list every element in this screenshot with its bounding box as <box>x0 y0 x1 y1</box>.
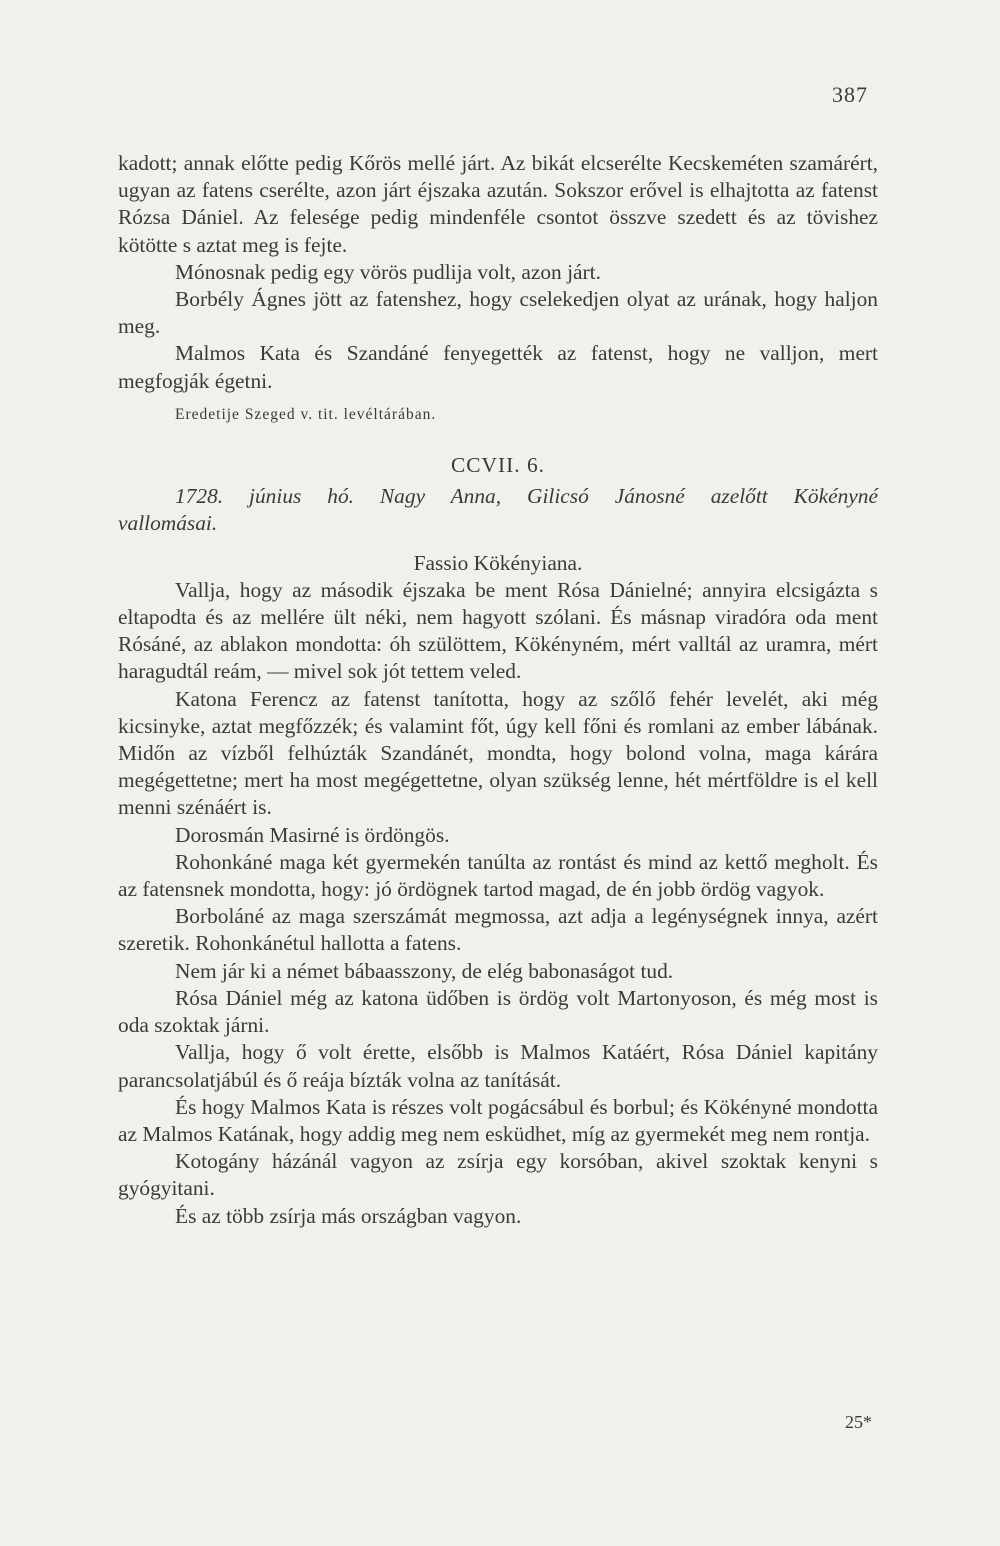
paragraph: Borbély Ágnes jött az fatenshez, hogy cselekedjen olyat az urának, hogy haljon meg. <box>118 287 878 339</box>
paragraph: Rohonkáné maga két gyermekén tanúlta az rontást és mind az kettő megholt. És az fatensnek mondotta, hogy: jó ördögnek tartod magad, de én jobb ördög vagyok. <box>118 849 878 902</box>
source-note: Eredetije Szeged v. tit. levéltárában. <box>175 405 437 423</box>
signature-mark: 25* <box>845 1412 872 1432</box>
paragraph: Borboláné az maga szerszámát megmossa, azt adja a legénységnek innya, azért szeretik. Rohonkánétul hallotta a fatens. <box>118 904 878 956</box>
paragraph: Mónosnak pedig egy vörös pudlija volt, azon járt. <box>175 259 601 284</box>
page-number: 387 <box>832 82 868 107</box>
sub-heading: Fassio Kökényiana. <box>413 550 583 575</box>
section-number: CCVII. 6. <box>451 453 545 478</box>
paragraph: Kotogány házánál vagyon az zsírja egy korsóban, akivel szoktak kenyni s gyógyitani. <box>118 1149 878 1201</box>
paragraph: Vallja, hogy az második éjszaka be ment Rósa Dánielné; annyira elcsigázta s eltapodta és az mellére ült néki, nem hagyott szólani. És másnap viradóra oda ment Rósáné, az ablakon mondotta: óh szülöttem, Kökényném, mért valltál az uramra, mért haragudtál reám, — mivel sok jót tettem veled. <box>118 577 878 684</box>
paragraph: Nem jár ki a német bábaasszony, de elég babonaságot tud. <box>175 958 674 983</box>
paragraph: És az több zsírja más országban vagyon. <box>175 1203 522 1228</box>
paragraph: Vallja, hogy ő volt érette, elsőbb is Malmos Katáért, Rósa Dániel kapitány parancsolatjábúl és ő reája bízták volna az tanítását. <box>118 1040 878 1092</box>
page-body <box>118 150 878 1230</box>
paragraph: Dorosmán Masirné is ördöngös. <box>175 822 450 847</box>
paragraph: És hogy Malmos Kata is részes volt pogácsábul és borbul; és Kökényné mondotta az Malmos Katának, hogy addig meg nem esküdhet, míg az gyermekét meg nem rontja. <box>118 1094 878 1146</box>
continuation-paragraph: kadott; annak előtte pedig Kőrös mellé járt. Az bikát elcserélte Kecskeméten szamárért, ugyan az fatens cserélte, azon járt éjszaka azután. Sokszor erővel is elhajtotta az fatenst Rózsa Dániel. Az felesége pedig mindenféle csontot összve szedett és az tövishez kötötte s aztat meg is fejte. <box>118 151 878 257</box>
section-title: 1728. június hó. Nagy Anna, Gilicsó Jánosné azelőtt Kökényné vallomásai. <box>118 484 878 536</box>
paragraph: Rósa Dániel még az katona üdőben is ördög volt Martonyoson, és még most is oda szoktak járni. <box>118 985 878 1038</box>
paragraph: Malmos Kata és Szandáné fenyegették az fatenst, hogy ne valljon, mert megfogják égetni. <box>118 341 878 393</box>
paragraph: Katona Ferencz az fatenst tanította, hogy az szőlő fehér levelét, aki még kicsinyke, aztat megfőzzék; és valamint főt, úgy kell főni és romlani az ember lábának. Midőn az vízből felhúzták Szandánét, mondta, hogy bolond volna, maga kárára megégettetne; mert ha most megégettetne, olyan szükség lenne, hét mértföldre is el kell menni szénáért is. <box>118 686 878 820</box>
